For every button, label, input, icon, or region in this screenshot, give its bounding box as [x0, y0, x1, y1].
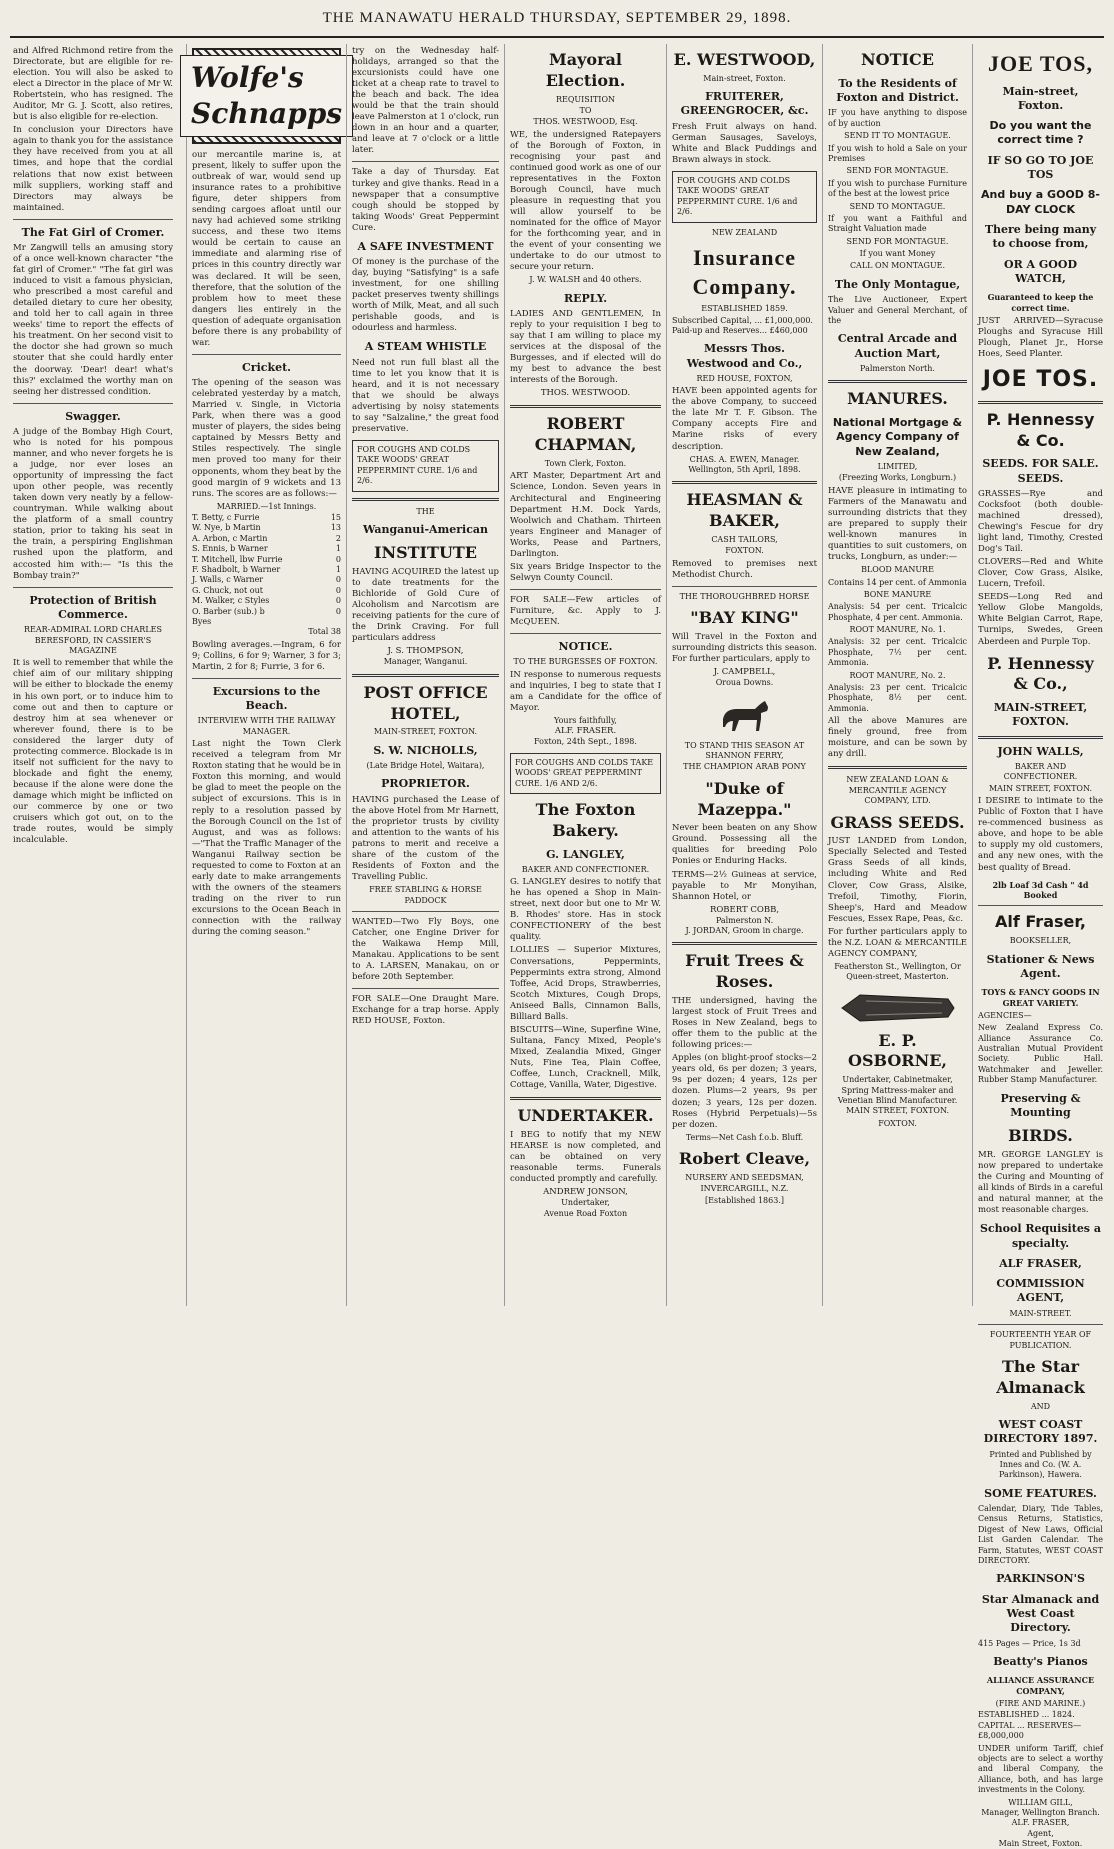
divider: [672, 586, 817, 587]
notice-subheading: REQUISITION: [555, 94, 616, 104]
divider: [510, 589, 661, 590]
masthead-title: THE MANAWATU HERALD THURSDAY, SEPTEMBER 29, 1898.: [322, 9, 792, 26]
ad-body: I DESIRE to intimate to the Public of Foxton that I have re-commenced business as above, and hope to be able to supply my old customers, and any new ones, with the best quality of Bread.: [978, 796, 1103, 873]
article-body: our mercantile marine is, at present, likely to suffer upon the outbreak of war, would send up insurance rates to a prohibitive figure, deter shippers from sending cargoes afloat until our navy had achieved some striking success, and these two items would be certain to cause an immediate and alarming rise of prices in this country directly war was declared. It will be seen, therefore, that the solution of the problem how to meet these dangers lies entirely in the question of adequate organisation before there is any probability of war.: [192, 150, 341, 348]
ad-heading-small: TO STAND THIS SEASON AT SHANNON FERRY,: [684, 740, 805, 760]
ad-terms: Terms—Net Cash f.o.b. Bluff.: [685, 1132, 804, 1142]
ad-heading: ROBERT CHAPMAN,: [534, 414, 637, 455]
ad-heading: HEASMAN & BAKER,: [686, 490, 803, 531]
ad-body: I BEG to notify that my NEW HEARSE is now completed, and can be obtained on very reasonable terms. Funerals conducted promptly and carefully.: [510, 1129, 661, 1185]
ad-paid-up: Paid-up and Reserves... £460,000: [672, 325, 808, 335]
ad-heading: E. P. OSBORNE,: [848, 1030, 947, 1071]
divider: [352, 911, 499, 912]
ad-signature-title: Undertaker,: [561, 1198, 610, 1208]
ad-body: THE undersigned, having the largest stock of Fruit Trees and Roses in New Zealand, begs to offer them to the public at the following prices:—: [672, 996, 817, 1051]
article-heading: Cricket.: [242, 360, 291, 374]
ad-price: 415 Pages — Price, 1s 3d: [978, 1638, 1081, 1648]
ad-agencies: New Zealand Express Co. Alliance Assurance Co. Australian Mutual Provident Society. Public Hall. Watchmaker and Jeweller. Rubber Stamp Manufacturer.: [978, 1023, 1103, 1085]
ad-body: Never been beaten on any Show Ground. Possessing all the qualities for breeding Polo Ponies or Enduring Hacks.: [672, 823, 817, 867]
ad-body: The Live Auctioneer, Expert Valuer and General Merchant, of the: [828, 295, 967, 325]
masthead-rule: [10, 36, 1104, 38]
ad-heading: "BAY KING": [690, 608, 799, 628]
classified-ad: WANTED—Two Fly Boys, one Catcher, one Engine Driver for the Waikawa Hemp Mill, Manakau. Applications to be sent to A. LARSEN, Manakau, on or before 20th September.: [352, 916, 499, 983]
ad-line: OR A GOOD WATCH,: [1003, 257, 1077, 285]
ad-feature: FREE STABLING & HORSE PADDOCK: [369, 885, 482, 905]
ad-groom: J. JORDAN, Groom in charge.: [685, 926, 804, 936]
article-heading: Protection of British Commerce.: [29, 593, 157, 621]
notice-heading: NOTICE: [861, 50, 934, 69]
score-row: M. Walker, c Styles 0: [192, 596, 341, 606]
ad-heading: JOE TOS.: [982, 367, 1099, 393]
ad-heading-small: THE THOROUGHBRED HORSE: [679, 591, 810, 601]
ad-body: JUST ARRIVED—Syracuse Ploughs and Syracuse Hill Plough, Planet Jr., Horse Hoes, Seed Planter.: [978, 315, 1103, 360]
divider: [672, 481, 817, 484]
ad-capital: Subscribed Capital, ... £1,000,000.: [672, 315, 813, 325]
ad-subheading: (FIRE AND MARINE.): [995, 1699, 1086, 1708]
notice-body: IN response to numerous requests and inquiries, I beg to state that I am a Candidate for the office of Mayor.: [510, 669, 661, 713]
notice-recipient: THOS. WESTWOOD, Esq.: [533, 117, 638, 127]
score-total: Total 38: [308, 627, 341, 637]
article-subheading: INTERVIEW WITH THE RAILWAY MANAGER.: [197, 716, 336, 736]
ad-subheading: BAKER AND CONFECTIONER.: [1003, 762, 1078, 782]
ad-body: HAVE been appointed agents for the above Company, to succeed the late Mr T. F. Gibson. The Company accepts Fire and Marine risks of every description.: [672, 386, 817, 452]
ad-date: Wellington, 5th April, 1898.: [688, 464, 801, 474]
montague-line: IF you have anything to dispose of by auction: [828, 108, 967, 128]
ad-heading: GRASS SEEDS.: [830, 812, 965, 832]
notice-body: LADIES AND GENTLEMEN, In reply to your requisition I beg to say that I am willing to place my services at the disposal of the Burgesses, and if elected will do my best to advance the best interests of the Borough.: [510, 309, 661, 386]
ad-price-list: Apples (on blight-proof stocks—2 years old, 6s per dozen; 3 years, 9s per dozen; 4 years, 12s per dozen. Plums—2 years, 9s per dozen; 3 years, 12s per dozen. Roses (Hybrid Perpetuals)—5s per dozen.: [672, 1053, 817, 1130]
notice-body: WE, the undersigned Ratepayers of the Borough of Foxton, in recognising your past and continued good work as one of our representatives in the Foxton Borough Council, have much pleasure in requesting that you will allow yourself to be nominated for the office of Mayor for the forthcoming year, and in the event of your consenting we undertake to do our utmost to secure your return.: [510, 129, 661, 273]
divider: [192, 354, 341, 355]
article-body: The opening of the season was celebrated yesterday by a match, Married v. Single, in Victoria Park, when there was a good muster of players, the sides being captained by Messrs Betty and Stiles respectively. The single men proved too many for their opponents, whom they beat by the good margin of 9 wickets and 13 runs. The scores are as follows:—: [192, 378, 341, 499]
ad-body: BISCUITS—Wine, Superfine Wine, Sultana, Fancy Mixed, People's Mixed, Zealandia Mixed, Ginger Nuts, Fine Tea, Plain Coffee, Coffee, Lunch, Cracknell, Milk, Cottage, Vanilla, Water, Digestive.: [510, 1024, 661, 1091]
ad-line: And buy a GOOD 8-DAY CLOCK: [981, 188, 1100, 216]
manure-list: [828, 565, 967, 714]
montague-line: If you wish to purchase Furniture of the best at the lowest price: [828, 178, 967, 199]
divider: [978, 736, 1103, 739]
ad-body: MR. GEORGE LANGLEY is now prepared to undertake the Curing and Mounting of all kinds of Birds in a careful and natural manner, at the most reasonable charges.: [978, 1150, 1103, 1216]
divider: [13, 219, 173, 220]
manure-line: Contains 14 per cent. of Ammonia: [828, 577, 967, 587]
column-3: [346, 44, 504, 1306]
ad-heading-small: FOURTEENTH YEAR OF PUBLICATION.: [989, 1330, 1092, 1350]
column-4: [504, 44, 666, 1306]
column-2: [186, 44, 346, 1306]
ad-owner: G. LANGLEY,: [546, 847, 625, 861]
ad-agent: ALF. FRASER,: [1011, 1818, 1070, 1828]
notice-to: TO THE BURGESSES OF FOXTON.: [513, 657, 658, 667]
manure-line: Analysis: 32 per cent. Tricalcic Phosphate, 7½ per cent. Ammonia.: [828, 637, 967, 668]
ad-established: ESTABLISHED ... 1824.: [978, 1710, 1075, 1720]
ad-heading: Robert Cleave,: [678, 1149, 811, 1169]
ad-signature: CHAS. A. EWEN, Manager.: [689, 454, 800, 464]
montague-line: If you want Money: [859, 249, 936, 259]
ad-feature: TOYS & FANCY GOODS IN GREAT VARIETY.: [981, 987, 1100, 1008]
manure-line: BLOOD MANURE: [861, 565, 934, 575]
ad-line: There being many to choose from,: [984, 222, 1097, 251]
ad-heading: POST OFFICE HOTEL,: [363, 682, 488, 723]
score-row: G. Chuck, not out 0: [192, 585, 341, 595]
ad-heading: BIRDS.: [1008, 1126, 1073, 1146]
article-body: Of money is the purchase of the day, buying "Satisfying" is a safe investment, for one shilling packet preserves twenty shillings worth of Milk, Meat, and all such perishable goods, and is odourless and harmless.: [352, 257, 499, 334]
article-body: Mr Zangwill tells an amusing story of a once well-known character "the fat girl of Cromer." "The fat girl was induced to visit a famous physician, who prescribed a most careful and detailed dietary to cure her obesity, and told her to call again in three weeks' time to report the effects of his treatment. On her second visit to the doctor she had grown so much stouter that she could hardly enter the doorway. 'Dear! dear! what's this?' exclaimed the worthy man on seeing her distressed condition.: [13, 243, 173, 397]
ad-proprietor: S. W. NICHOLLS,: [373, 743, 478, 757]
ad-signature-title: COMMISSION AGENT,: [996, 1277, 1085, 1305]
divider: [510, 1097, 661, 1100]
divider: [978, 401, 1103, 404]
score-row: J. Walls, c Warner 0: [192, 575, 341, 585]
ad-heading: School Requisites a specialty.: [980, 1222, 1101, 1250]
divider: [828, 380, 967, 383]
article-heading: A STEAM WHISTLE: [364, 340, 487, 354]
montague-line: SEND FOR MONTAGUE.: [846, 166, 949, 176]
manure-line: ROOT MANURE, No. 1.: [849, 625, 946, 635]
ad-capital: CAPITAL ... RESERVES— £8,000,000: [978, 1720, 1082, 1741]
divider: [192, 678, 341, 679]
ad-address: Main-street, Foxton.: [1002, 84, 1079, 112]
score-row: W. Nye, b Martin 13: [192, 523, 341, 533]
divider: [352, 674, 499, 677]
ad-body: JUST LANDED from London, Specially Selected and Tested Grass Seeds of all kinds, including White and Red Clover, Cow Grass, Alsike, Trefoil, Timothy, Fiorin, Sheep's, Hard and Meadow Fescues, Essex Rape, Peas, &c.: [828, 836, 967, 924]
ad-address: MAIN STREET, FOXTON.: [988, 783, 1093, 793]
ad-body: SEEDS—Long Red and Yellow Globe Mangolds, White Belgian Carrot, Rape, Turnips, Swedes, Green Aberdeen and Purple Top.: [978, 592, 1103, 647]
montague-list: [828, 108, 967, 271]
article-body: A judge of the Bombay High Court, who is noted for his pompous manner, and who never forgets he is a judge, nor ever loses an opportunity of impressing the fact upon other people, was recently taken down very neatly by a fellow-countryman. While walking about the platform of a small country station, prior to taking his seat in the train, a perspiring Englishman rushed upon the platform, and accosted him with:— "Is this the Bombay train?": [13, 426, 173, 581]
ad-subheading: THE CHAMPION ARAB PONY: [683, 762, 806, 772]
classified-ad: FOR SALE—Few articles of Furniture, &c. Apply to J. McQUEEN.: [510, 594, 661, 627]
divider: [352, 988, 499, 989]
ad-heading: UNDERTAKER.: [517, 1106, 654, 1126]
ad-signature: ALF FRASER,: [999, 1256, 1082, 1270]
ad-company-works: (Freezing Works, Longburn.): [838, 473, 957, 483]
montague-line: CALL ON MONTAGUE.: [849, 261, 946, 271]
ad-subheading: BAKER AND CONFECTIONER.: [521, 864, 650, 874]
divider: [352, 498, 499, 501]
score-row: A. Arbon, c Martin 2: [192, 533, 341, 543]
ad-heading: JOE TOS,: [987, 51, 1093, 76]
ad-heading: "Duke of Mazeppa.": [697, 778, 792, 819]
ad-town: INVERCARGILL, N.Z.: [700, 1184, 789, 1194]
column-6: [822, 44, 972, 1306]
ad-body: HAVE pleasure in intimating to Farmers of the Manawatu and surrounding districts that they are prepared to supply their well-known manures in quantities to suit customers, on trucks, Longburn, as under:—: [828, 485, 967, 563]
notice-signature: J. W. WALSH and 40 others.: [529, 275, 642, 285]
ad-heading: Central Arcade and Auction Mart,: [837, 332, 958, 360]
ad-line: IF SO GO TO JOE TOS: [987, 153, 1094, 182]
ad-subheading: CASH TAILORS,: [711, 534, 778, 544]
ad-heading: Fruit Trees & Roses.: [685, 951, 804, 992]
ad-address: Main-street, Foxton.: [703, 73, 786, 83]
notice-signature: ALF. FRASER.: [554, 726, 617, 737]
ad-body: GRASSES—Rye and Cocksfoot (both double-machined dressed), Chewing's Fescue for dry light land, Timothy, Crested Dog's Tail.: [978, 488, 1103, 555]
ad-heading: The Foxton Bakery.: [535, 799, 636, 840]
ad-heading: Insurance Company.: [692, 244, 797, 299]
ad-heading: ALLIANCE ASSURANCE COMPANY,: [986, 1675, 1095, 1696]
divider: [978, 1324, 1103, 1325]
coffin-icon: [838, 991, 958, 1025]
ad-price: 2lb Loaf 3d Cash " 4d Booked: [992, 879, 1089, 900]
ad-body: All the above Manures are finely ground, free from moisture, and can be sown by any drill.: [828, 716, 967, 760]
ad-line: Guaranteed to keep the correct time.: [987, 292, 1094, 313]
horse-icon: [715, 695, 775, 735]
ad-signature: ANDREW JONSON,: [543, 1187, 628, 1198]
classified-ad: FOR SALE—One Draught Mare. Exchange for a trap horse. Apply RED HOUSE, Foxton.: [352, 994, 499, 1027]
montague-line: SEND TO MONTAGUE.: [849, 201, 946, 211]
article-body: try on the Wednesday half-holidays, arranged so that the excursionists could have one ticket at a cheap rate to travel to the beach and back. The idea would be that the train should leave Palmerston at 1 o'clock, run down in an hour and a quarter, and leave at 7 o'clock or a little later.: [352, 46, 499, 156]
ad-address: MAIN-STREET.: [1009, 1308, 1072, 1318]
masthead: [0, 0, 1114, 36]
article-heading: Swagger.: [65, 409, 121, 423]
score-byes: Byes: [192, 616, 212, 626]
ad-company: NEW ZEALAND LOAN & MERCANTILE AGENCY COMPANY, LTD.: [846, 775, 949, 806]
ad-subheading: NURSERY AND SEEDSMAN,: [685, 1172, 804, 1182]
divider: [13, 587, 173, 588]
manure-line: Analysis: 54 per cent. Tricalcic Phosphate, 4 per cent. Ammonia.: [828, 602, 967, 622]
notice-to: TO: [579, 105, 592, 115]
ad-address: MAIN-STREET, FOXTON.: [373, 727, 478, 737]
ad-heading: Beatty's Pianos: [993, 1654, 1088, 1668]
ad-subheading: SOME FEATURES.: [984, 1486, 1097, 1500]
notice-to: To the Residents of Foxton and District.: [836, 76, 959, 105]
manure-line: ROOT MANURE, No. 2.: [849, 670, 946, 680]
manure-line: BONE MANURE: [863, 589, 932, 599]
ad-heading: JOHN WALLS,: [997, 744, 1084, 758]
ad-body: Removed to premises next Methodist Church.: [672, 558, 817, 580]
ad-signature: J. CAMPBELL,: [713, 667, 776, 678]
ad-body: Will Travel in the Foxton and surrounding districts this season. For further particulars, apply to: [672, 631, 817, 665]
ad-heading: The Only Montague,: [834, 277, 961, 291]
article-heading: The Fat Girl of Cromer.: [21, 225, 165, 239]
coffin-illustration: [828, 991, 967, 1025]
divider: [510, 405, 661, 408]
score-row: F. Shadbolt, b Warner 1: [192, 565, 341, 574]
ad-heading-small: NEW ZEALAND: [711, 227, 778, 237]
ad-trade: Stationer & News Agent.: [986, 952, 1095, 980]
ad-heading: Alf Fraser,: [995, 912, 1086, 932]
ad-established: ESTABLISHED 1859.: [701, 304, 788, 314]
schnapps-advertisement-logo: [192, 48, 341, 144]
ad-address: Featherston St., Wellington, Or Queen-street, Masterton.: [834, 961, 961, 982]
score-row: T. Mitchell, lbw Furrie 0: [192, 554, 341, 564]
notice-close: Yours faithfully,: [554, 715, 617, 725]
ad-line: Do you want the correct time ?: [989, 119, 1092, 147]
ad-terms: TERMS—2½ Guineas at service, payable to Mr Monyihan, Shannon Hotel, or: [672, 869, 817, 902]
ad-body: Undertaker, Cabinetmaker, Spring Mattress-maker and Venetian Blind Manufacturer. MAIN STREET, FOXTON.: [837, 1075, 958, 1116]
ad-body: Six years Bridge Inspector to the Selwyn County Council.: [510, 561, 661, 583]
divider: [352, 161, 499, 162]
ad-signature: ROBERT COBB,: [709, 904, 780, 915]
ad-heading: E. WESTWOOD,: [673, 50, 816, 69]
woods-cure-advertisement: FOR COUGHS AND COLDS TAKE WOODS' GREAT PEPPERMINT CURE. 1/6 and 2/6.: [352, 440, 499, 492]
ad-body: Calendar, Diary, Tide Tables, Census Returns, Statistics, Digest of New Laws, Official List Garden Calendar. The Farm, Statutes, WEST COAST DIRECTORY.: [978, 1504, 1103, 1565]
ad-body: LOLLIES — Superior Mixtures, Conversations, Peppermints, Peppermints extra strong, Almond Toffee, Acid Drops, Strawberries, Scotch Mixtures, Cough Drops, Aniseed Balls, Cinnamon Balls, Billiard Balls.: [510, 945, 661, 1022]
ad-heading-small: THE: [416, 506, 435, 516]
notice-heading: Mayoral Election.: [545, 50, 626, 90]
woods-cure-advertisement: FOR COUGHS AND COLDS TAKE WOODS' GREAT PEPPERMINT CURE. 1/6 AND 2/6.: [510, 753, 661, 794]
ad-body: HAVING ACQUIRED the latest up to date treatments for the Bichloride of Gold Cure of Alcoholism and Narcotism are receiving patients for the cure of the Drink Craving. For full particulars address: [352, 567, 499, 644]
ad-town: FOXTON.: [878, 1118, 917, 1128]
ad-and: AND: [1030, 1401, 1051, 1411]
schnapps-logo-text: Wolfe's Schnapps: [180, 55, 353, 138]
ad-trade: FRUITERER, GREENGROCER, &c.: [680, 90, 809, 118]
ad-body: UNDER uniform Tariff, chief objects are to select a worthy and liberal Company, the Alliance, both, and has large investments in the Colony.: [978, 1743, 1103, 1795]
ad-signature-address: Oroua Downs.: [715, 678, 774, 688]
article-heading: Excursions to the Beach.: [212, 684, 321, 713]
ad-subheading: Wanganui-American: [362, 522, 489, 536]
ad-subheading: WEST COAST DIRECTORY 1897.: [983, 1417, 1098, 1446]
divider: [978, 905, 1103, 906]
article-body: Last night the Town Clerk received a telegram from Mr Roxton stating that he would be in Foxton this morning, and would be glad to meet the people on the subject of excursions. This is in reply to a resolution passed by the Borough Council on the 1st of August, and was as follows:—"That the Traffic Manager of the Wanganui Railway section be requested to come to Foxton at an early date to make arrangements with the owners of the steamers trading on the river to run excursions to the Ocean Beach in connection with the railway during the coming season.": [192, 739, 341, 938]
montague-line: SEND FOR MONTAGUE.: [846, 236, 949, 246]
notice-heading: NOTICE.: [558, 640, 613, 654]
ad-subheading: SEEDS. FOR SALE. SEEDS.: [982, 457, 1099, 485]
ad-body: CLOVERS—Red and White Clover, Cow Grass, Alsike, Lucern, Trefoil.: [978, 557, 1103, 590]
article-heading: A SAFE INVESTMENT: [357, 239, 494, 253]
notice-signature: THOS. WESTWOOD.: [540, 388, 631, 399]
horse-illustration: [672, 695, 817, 735]
montague-line: SEND IT TO MONTAGUE.: [844, 131, 951, 141]
divider: [13, 403, 173, 404]
score-row: T. Betty, c Furrie 15: [192, 513, 341, 523]
ad-town: FOXTON.: [725, 546, 764, 556]
ad-agents-heading: Messrs Thos. Westwood and Co.,: [686, 342, 803, 370]
montague-line: If you want a Faithful and Straight Valuation made: [828, 213, 967, 234]
ad-agents-subheading: RED HOUSE, FOXTON,: [696, 373, 793, 383]
bowling-averages: Bowling averages.—Ingram, 6 for 9; Collins, 6 for 9; Warner, 3 for 3; Martin, 2 for 8; Furrie, 3 for 6.: [192, 639, 341, 672]
ad-heading: PARKINSON'S: [996, 1572, 1085, 1586]
manure-line: Analysis: 23 per cent. Tricalcic Phosphate, 8½ per cent. Ammonia.: [828, 683, 967, 713]
ad-town: Palmerston North.: [860, 363, 935, 373]
ad-agent-title: Agent,: [1027, 1828, 1054, 1838]
innings-label: MARRIED.—1st Innings.: [216, 501, 317, 511]
ad-proprietor-title: PROPRIETOR.: [381, 777, 470, 791]
article-excerpt: In conclusion your Directors have again to thank you for the assistance they have received from you at all times, and hope that the cordial relations that now exist between milk suppliers, working staff and Directors may always be maintained.: [13, 125, 173, 213]
ad-heading: INSTITUTE: [373, 543, 477, 563]
ad-body: G. LANGLEY desires to notify that he has opened a Shop in Main-street, next door but one to Mr W. B. Rhodes' store. Has in stock CONFECTIONERY of the best quality.: [510, 877, 661, 943]
column-1: [8, 44, 178, 1306]
ad-signature-address: Palmerston N.: [715, 915, 774, 925]
ad-company: National Mortgage & Agency Company of New Zealand,: [832, 416, 963, 458]
ad-heading: Preserving & Mounting: [1000, 1091, 1081, 1119]
column-5: [666, 44, 822, 1306]
notice-subheading: REPLY.: [563, 291, 608, 305]
ad-subheading: Star Almanack and West Coast Directory.: [981, 1592, 1100, 1635]
montague-line: If you wish to hold a Sale on your Premises: [828, 143, 967, 163]
ad-heading: MANURES.: [847, 389, 948, 409]
ad-body: Fresh Fruit always on hand. German Sausages, Saveloys, White and Black Puddings and Brawn always in stock.: [672, 121, 817, 165]
ad-body: HAVING purchased the Lease of the above Hotel from Mr Harnett, the proprietor trusts by civility and attention to the wants of his patrons to merit and receive a share of the custom of the Residents of Foxton and the Travelling Public.: [352, 794, 499, 883]
ad-signature-title: Manager, Wellington Branch.: [981, 1807, 1100, 1817]
ad-subheading: BOOKSELLER,: [1009, 936, 1072, 946]
divider: [672, 942, 817, 945]
score-row: O. Barber (sub.) b 0: [192, 606, 341, 616]
ad-signature-address: Avenue Road Foxton: [543, 1208, 628, 1218]
ad-subheading: Town Clerk, Foxton.: [544, 459, 627, 469]
article-byline: REAR-ADMIRAL LORD CHARLES BERESFORD, IN CASSIER'S MAGAZINE: [24, 625, 162, 655]
article-excerpt: and Alfred Richmond retire from the Directorate, but are eligible for re-election. You will also be asked to elect a Director in the place of Mr W. Robertstein, who has resigned. The Auditor, Mr G. J. Scott, also retires, but is also eligible for re-election.: [13, 46, 173, 123]
column-7: [972, 44, 1108, 1849]
article-body: Need not run full blast all the time to let you know that it is heard, and it is not necessary that we should be always advertising by noisy statements to say "Salzaline," the great food preservative.: [352, 357, 499, 434]
ad-signature-title: Manager, Wanganui.: [383, 657, 468, 667]
ad-heading: P. Hennessy & Co.: [986, 409, 1095, 450]
ad-body: ART Master, Department Art and Science, London. Seven years in Architectural and Engineering Department H.M. Dock Yards, Woolwich and Chatham. Thirteen years Engineer and Manager of Works, Pease and Partners, Darlington.: [510, 471, 661, 559]
divider: [828, 766, 967, 769]
ad-established: [Established 1863.]: [705, 1195, 784, 1205]
ad-heading: P. Hennessy & Co.,: [987, 653, 1094, 694]
article-body: Take a day of Thursday. Eat turkey and give thanks. Read in a newspaper that a consumptive cough should be stopped by taking Woods' Great Peppermint Cure.: [352, 167, 499, 233]
ad-proprietor-note: (Late Bridge Hotel, Waitara),: [366, 761, 485, 771]
ad-agencies-label: AGENCIES—: [978, 1010, 1032, 1020]
score-row: S. Ennis, b Warner 1: [192, 544, 341, 554]
ad-address: MAIN-STREET, FOXTON.: [993, 701, 1088, 729]
article-body: It is well to remember that while the chief aim of our military shipping will be either to blockade the enemy in his own port, or to induce him to come out and then to capture or destroy him at sea whenever or wherever found, there is to be considered the larger duty of protecting commerce. Blockade is in itself not sufficient for the navy to blockade and fight the enemy, because if the alone were done the damage which might be inflicted on our commerce by one or two cruisers which got out, on to the trade routes, would be simply incalculable.: [13, 658, 173, 846]
notice-date: Foxton, 24th Sept., 1898.: [534, 737, 637, 747]
ad-signature: J. S. THOMPSON,: [387, 646, 464, 657]
ad-signature: WILLIAM GILL,: [1008, 1797, 1073, 1807]
ad-agent-address: Main Street, Foxton.: [998, 1839, 1083, 1849]
divider: [510, 633, 661, 634]
ad-printer: Printed and Published by Innes and Co. (W. A. Parkinson), Hawera.: [989, 1449, 1092, 1480]
ad-body: For further particulars apply to the N.Z. LOAN & MERCANTILE AGENCY COMPANY,: [828, 926, 967, 959]
woods-cure-advertisement: FOR COUGHS AND COLDS TAKE WOODS' GREAT PEPPERMINT CURE. 1/6 and 2/6.: [672, 171, 817, 223]
score-table: [192, 513, 341, 638]
ad-heading: The Star Almanack: [996, 1356, 1085, 1397]
ad-company-sub: LIMITED,: [877, 462, 918, 471]
